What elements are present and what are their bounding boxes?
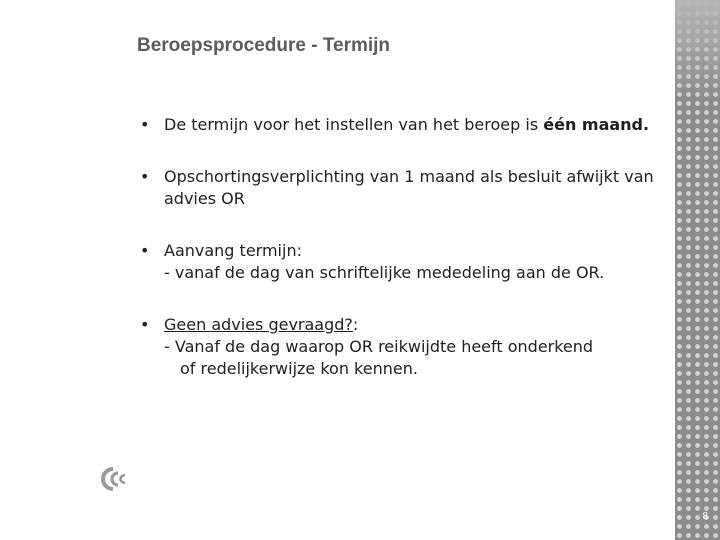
bullet-item-1 (138, 114, 658, 136)
bullet-dot-icon: • (140, 167, 150, 186)
ccc-logo-icon (96, 464, 130, 494)
slide-title: Beroepsprocedure - Termijn (137, 35, 391, 56)
bullet-dot-icon: • (140, 241, 150, 260)
bullet-item-3 (138, 240, 658, 284)
bullet-dot-icon: • (140, 315, 150, 334)
bullet-subtext-line2: of redelijkerwijze kon kennen. (180, 359, 418, 378)
bullet-subtext: - vanaf de dag van schriftelijke mededeling aan de OR. (164, 263, 605, 282)
bullet-text: : (352, 315, 359, 334)
decorative-strip-fade (675, 0, 720, 100)
bullet-bold-text: één maand. (543, 115, 650, 134)
bullet-text: Aanvang termijn: (164, 241, 302, 260)
bullet-subtext-line1: - Vanaf de dag waarop OR reikwijdte heeft onderkend (164, 337, 594, 356)
bullet-dot-icon: • (140, 115, 150, 134)
bullet-list (138, 114, 658, 410)
page-number: 8 (702, 511, 708, 522)
bullet-item-2 (138, 166, 658, 210)
bullet-underlined-text: Geen advies gevraagd? (164, 315, 353, 334)
bullet-text: Opschortingsverplichting van 1 maand als besluit afwijkt van advies OR (164, 167, 654, 208)
bullet-text: De termijn voor het instellen van het beroep is (164, 115, 544, 134)
bullet-item-4 (138, 314, 658, 380)
